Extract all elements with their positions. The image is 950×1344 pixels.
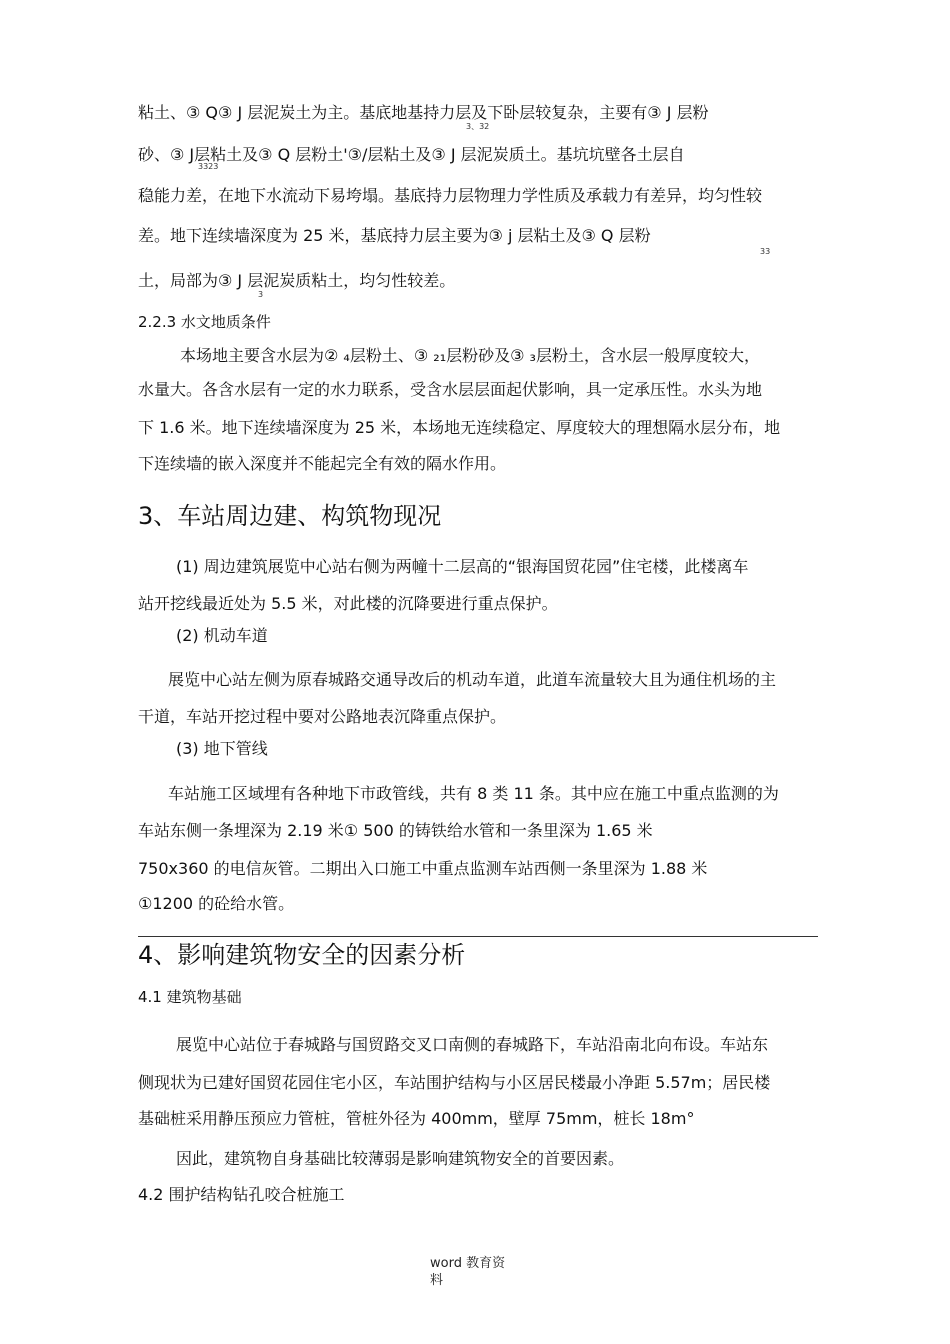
paragraph-line: 站开挖线最近处为 5.5 米，对此楼的沉降要进行重点保护。 [138,594,558,613]
paragraph-line: 本场地主要含水层为② ₄层粉土、③ ₂₁层粉砂及③ ₃层粉土，含水层一般厚度较大， [180,346,760,365]
paragraph-line: 下 1.6 米。地下连续墙深度为 25 米，本场地无连续稳定、厚度较大的理想隔水层分布，地 [138,418,781,437]
section-heading-2-2-3: 2.2.3 水文地质条件 [138,313,271,331]
subscript-note: 33 [760,247,771,256]
paragraph-line: 干道，车站开挖过程中要对公路地表沉降重点保护。 [138,707,507,726]
paragraph-line: 粘土、③ Q③ J 层泥炭土为主。基底地基持力层及下卧层较复杂，主要有③ J 层粉 [138,103,709,122]
section-heading-3: 3、车站周边建、构筑物现况 [138,502,442,530]
paragraph-line: 下连续墙的嵌入深度并不能起完全有效的隔水作用。 [138,454,507,473]
footer-text: word 教育资 [430,1256,506,1271]
list-item-label: (2) 机动车道 [176,626,268,645]
section-heading-4-1: 4.1 建筑物基础 [138,988,242,1006]
paragraph-line: 侧现状为已建好国贸花园住宅小区，车站围护结构与小区居民楼最小净距 5.57m；居民楼 [138,1073,771,1092]
paragraph-line: 展览中心站位于春城路与国贸路交叉口南侧的春城路下，车站沿南北向布设。车站东 [176,1035,769,1054]
subscript-note: 3、32 [466,122,490,131]
paragraph-line: 土，局部为③ J 层泥炭质粘土，均匀性较差。 [138,271,456,290]
paragraph-line: 水量大。各含水层有一定的水力联系，受含水层层面起伏影响，具一定承压性。水头为地 [138,380,763,399]
paragraph-line: 砂、③ J层粘土及③ Q 层粉土'③/层粘土及③ J 层泥炭质土。基坑坑壁各土层自 [138,145,685,164]
paragraph-line: 基础桩采用静压预应力管桩，管桩外径为 400mm，壁厚 75mm，桩长 18m° [138,1109,695,1128]
footer-text: 料 [430,1273,444,1288]
paragraph-line: 车站东侧一条埋深为 2.19 米① 500 的铸铁给水管和一条里深为 1.65 米 [138,821,653,840]
paragraph-line: 差。地下连续墙深度为 25 米，基底持力层主要为③ j 层粘土及③ Q 层粉 [138,226,651,245]
paragraph-line: 车站施工区域埋有各种地下市政管线，共有 8 类 11 条。其中应在施工中重点监测的为 [168,784,779,803]
paragraph-line: 稳能力差，在地下水流动下易垮塌。基底持力层物理力学性质及承载力有差异，均匀性较 [138,186,763,205]
subscript-note: 3323 [198,162,219,171]
section-divider [138,936,818,937]
paragraph-line: 750x360 的电信灰管。二期出入口施工中重点监测车站西侧一条里深为 1.88 米 [138,859,708,878]
paragraph-line: 展览中心站左侧为原春城路交通导改后的机动车道，此道车流量较大且为通住机场的主 [168,670,777,689]
paragraph-line: (1) 周边建筑展览中心站右侧为两幢十二层高的“银海国贸花园”住宅楼，此楼离车 [176,557,749,576]
paragraph-line: ①1200 的砼给水管。 [138,894,295,913]
section-heading-4: 4、影响建筑物安全的因素分析 [138,941,466,969]
subscript-note: 3 [258,290,264,299]
section-heading-4-2: 4.2 围护结构钻孔咬合桩施工 [138,1185,345,1204]
list-item-label: (3) 地下管线 [176,739,268,758]
paragraph-line: 因此，建筑物自身基础比较薄弱是影响建筑物安全的首要因素。 [176,1149,625,1168]
